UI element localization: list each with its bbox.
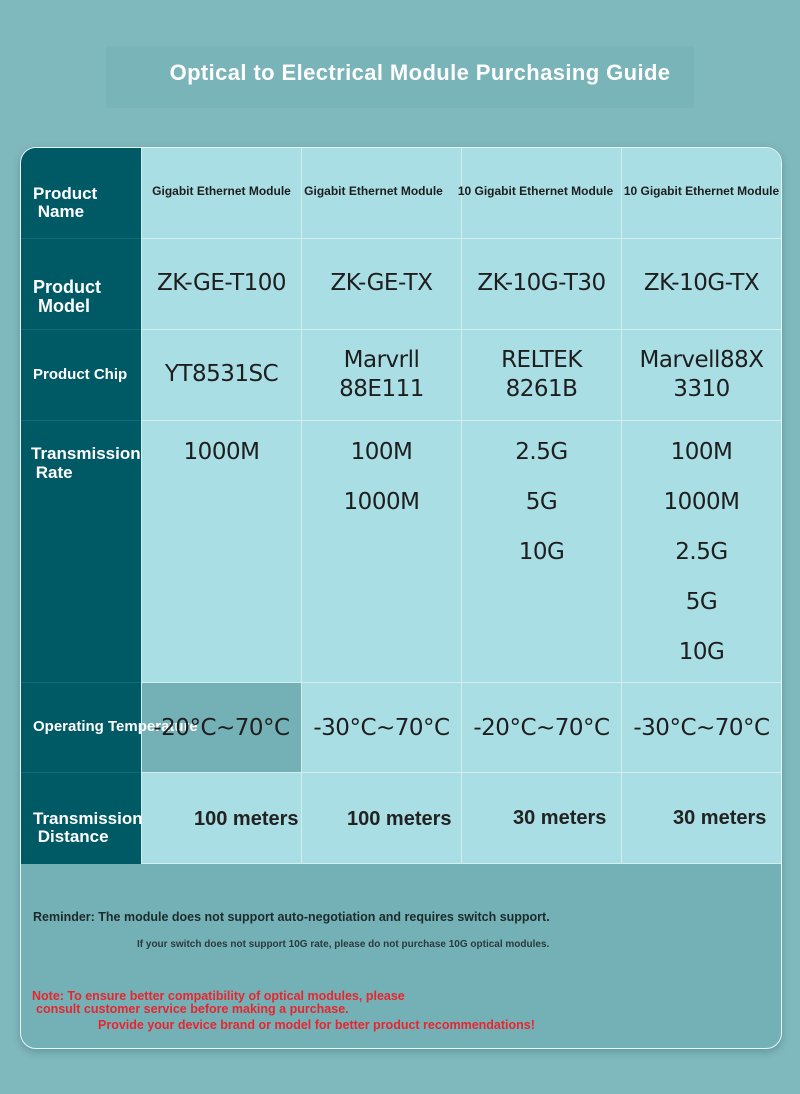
row-operating-temperature <box>21 683 781 773</box>
product-name-1: Gigabit Ethernet Module <box>152 184 291 198</box>
chip-line: 88E111 <box>339 376 424 402</box>
row-transmission-rate <box>21 421 781 683</box>
temperature-3: -20°C~70°C <box>461 683 621 773</box>
reminder-text: Reminder: The module does not support auto-negotiation and requires switch support. <box>33 910 550 924</box>
temperature-4: -30°C~70°C <box>621 683 781 773</box>
chip-line: Marvell88X <box>639 347 764 373</box>
header-label: Operating Temperature <box>33 718 198 735</box>
product-model-2: ZK-GE-TX <box>301 239 461 330</box>
comparison-table <box>21 148 781 864</box>
row-transmission-distance <box>21 773 781 864</box>
row-product-model <box>21 239 781 330</box>
distance-2: 100 meters <box>301 773 461 864</box>
header-product-model <box>21 239 141 330</box>
product-chip-4 <box>621 330 781 421</box>
chip-line: 3310 <box>673 376 730 402</box>
header-label: Product Chip <box>33 366 128 383</box>
product-chip-1 <box>141 330 301 421</box>
header-label-line1: Product <box>33 277 102 297</box>
rate-value: 1000M <box>183 439 260 465</box>
chip-line: RELTEK <box>501 347 582 373</box>
product-name-2: Gigabit Ethernet Module <box>304 184 443 198</box>
comparison-card <box>20 147 782 1049</box>
chip-line: Marvrll <box>343 347 420 373</box>
reminder-subtext: If your switch does not support 10G rate, please do not purchase 10G optical modules. <box>137 939 550 950</box>
cell-name <box>141 148 301 239</box>
rates-col-4 <box>621 421 781 683</box>
header-transmission-distance <box>21 773 141 864</box>
rate-value: 2.5G <box>675 539 728 565</box>
rates-col-3 <box>461 421 621 683</box>
rate-value: 100M <box>350 439 413 465</box>
header-label-line1: Transmission <box>33 809 143 828</box>
distance-4: 30 meters <box>621 773 781 864</box>
row-product-name <box>21 148 781 239</box>
header-operating-temperature <box>21 683 198 773</box>
temperature-1 <box>141 683 301 773</box>
header-label-line1: Transmission <box>31 444 141 463</box>
rate-value: 10G <box>678 639 725 665</box>
distance-3: 30 meters <box>461 773 621 864</box>
header-product-name <box>21 148 141 239</box>
page-title: Optical to Electrical Module Purchasing Guide <box>169 60 671 85</box>
rates-col-1 <box>141 421 301 683</box>
chip-line: YT8531SC <box>164 361 279 387</box>
rates-col-2 <box>301 421 461 683</box>
header-label-line2: Model <box>33 296 90 316</box>
product-name-4: 10 Gigabit Ethernet Module <box>623 184 780 198</box>
note-line-1: Note: To ensure better compatibility of optical modules, please <box>32 989 405 1003</box>
header-label-line1: Product <box>33 184 98 203</box>
product-chip-2 <box>301 330 461 421</box>
product-name-3: 10 Gigabit Ethernet Module <box>457 184 614 198</box>
temperature-2: -30°C~70°C <box>301 683 461 773</box>
rate-value: 1000M <box>663 489 740 515</box>
product-model-1: ZK-GE-T100 <box>141 239 301 330</box>
header-label-line2: Name <box>33 202 85 221</box>
cell-name <box>621 148 781 239</box>
note-line-3: Provide your device brand or model for better product recommendations! <box>98 1018 535 1032</box>
rate-value: 100M <box>670 439 733 465</box>
product-chip-3 <box>461 330 621 421</box>
product-model-4: ZK-10G-TX <box>621 239 781 330</box>
header-product-chip <box>21 330 141 421</box>
row-product-chip <box>21 330 781 421</box>
temperature-value: -20°C~70°C <box>153 715 290 741</box>
rate-value: 2.5G <box>515 439 568 465</box>
rate-value: 10G <box>518 539 565 565</box>
cell-name <box>457 148 621 239</box>
header-label-line2: Distance <box>33 827 109 846</box>
chip-line: 8261B <box>505 376 578 402</box>
rate-value: 1000M <box>343 489 420 515</box>
cell-name <box>301 148 461 239</box>
rate-value: 5G <box>685 589 718 615</box>
rate-value: 5G <box>525 489 558 515</box>
product-model-3: ZK-10G-T30 <box>461 239 621 330</box>
distance-1: 100 meters <box>141 773 301 864</box>
header-label-line2: Rate <box>31 463 73 482</box>
note-line-2: consult customer service before making a purchase. <box>36 1002 349 1016</box>
header-transmission-rate <box>21 421 141 683</box>
footer-notes <box>21 864 781 1048</box>
